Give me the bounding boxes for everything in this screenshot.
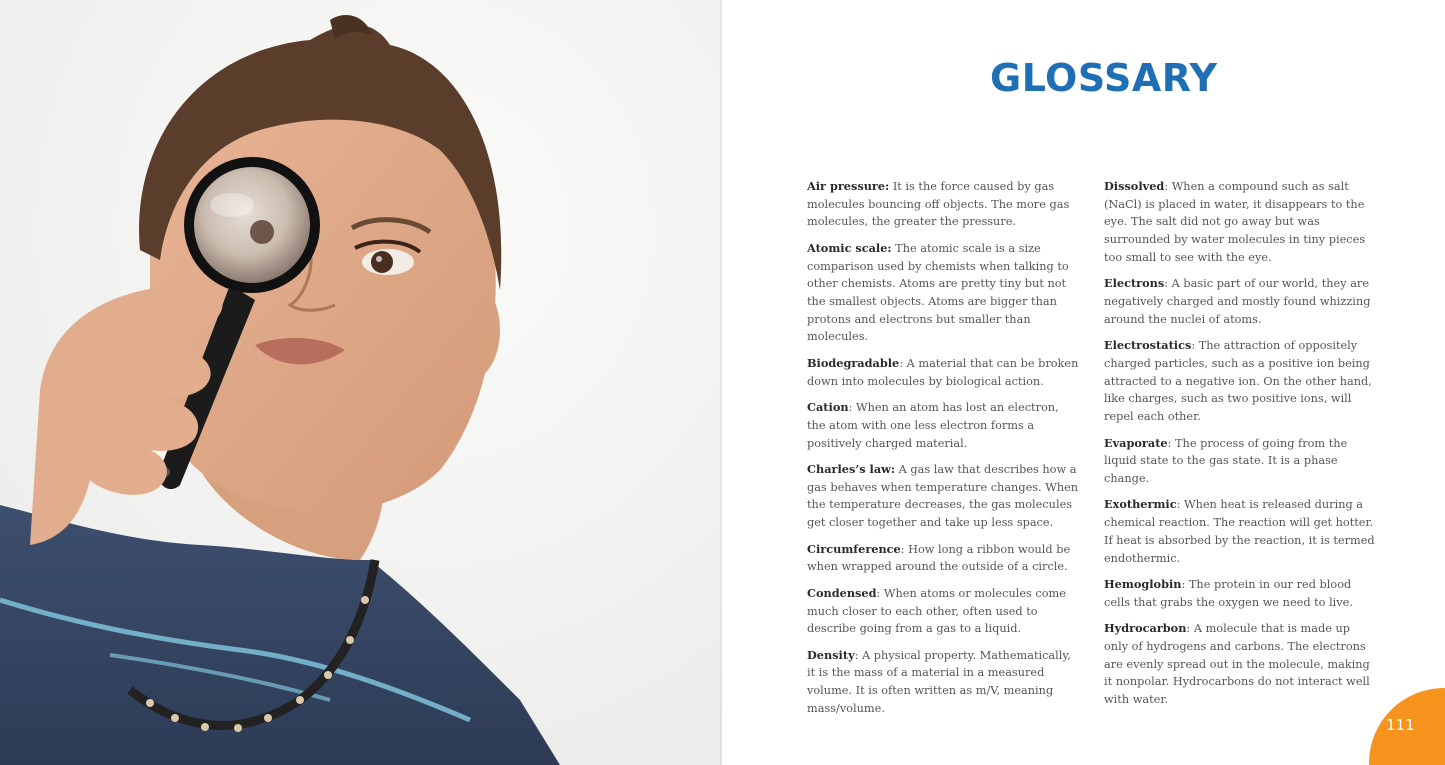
glossary-term: Electrons <box>1104 276 1165 291</box>
magnifier-lens <box>194 167 310 283</box>
glossary-definition: : A molecule that is made up only of hydrogens and carbons. The electrons are evenly spread out in the molecule, making it nonpolar. Hydrocarbons do not interact well with water. <box>1104 622 1370 707</box>
glossary-definition: : When an atom has lost an electron, the atom with one less electron forms a positively charged material. <box>807 401 1059 450</box>
glossary-entry <box>1104 576 1376 611</box>
glossary-term: Air pressure: <box>807 179 890 193</box>
glossary-term: Hydrocarbon <box>1104 621 1187 636</box>
glossary-entry <box>807 647 1079 718</box>
glossary-definition: : The process of going from the liquid state to the gas state. It is a phase change. <box>1104 436 1348 485</box>
magnified-eye <box>250 220 274 244</box>
iris <box>371 251 393 273</box>
glossary-entry <box>807 178 1079 231</box>
glossary-definition: : When a compound such as salt (NaCl) is placed in water, it disappears to the eye. The salt did not go away but was surrounded by water molecules in tiny pieces too small to see with the eye. <box>1104 180 1366 264</box>
glossary-entry <box>1104 496 1376 567</box>
glossary-entry <box>1104 435 1376 488</box>
glossary-term: Dissolved <box>1104 179 1165 193</box>
glossary-definition: A gas law that describes how a gas behaves when temperature changes. When the temperature decreases, the gas molecules get closer together and take up less space. <box>807 463 1079 530</box>
glossary-definition: : How long a ribbon would be when wrapped around the outside of a circle. <box>807 542 1071 574</box>
glossary-term: Density <box>807 647 855 662</box>
glossary-entry <box>1104 275 1376 328</box>
page-number: 111 <box>1386 716 1415 734</box>
glossary-term: Evaporate <box>1104 435 1168 450</box>
glossary-entry <box>1104 178 1376 267</box>
glossary-term: Biodegradable <box>807 355 900 370</box>
glossary-definition: : The protein in our red blood cells that grabs the oxygen we need to live. <box>1104 578 1353 609</box>
glossary-entry <box>807 240 1079 346</box>
child-illustration <box>0 0 722 765</box>
glossary-definition: The atomic scale is a size comparison used by chemists when talking to other chemists. Atoms are pretty tiny but not the smallest objects. Atoms are bigger than protons and electrons but smaller than molecules. <box>807 241 1069 344</box>
glossary-definition: : A physical property. Mathematically, it is the mass of a material in a measured volume. It is often written as m/V, meaning mass/volume. <box>807 648 1071 715</box>
glossary-entry <box>807 461 1079 532</box>
glossary-entry <box>1104 337 1376 426</box>
glossary-definition: : The attraction of oppositely charged particles, such as a positive ion being attracted to a negative ion. On the other hand, like charges, such as two positive ions, will repel each other. <box>1104 339 1372 424</box>
page-title: GLOSSARY <box>990 56 1218 100</box>
glossary-term: Condensed <box>807 585 877 600</box>
photo-child-magnifying-glass <box>0 0 722 765</box>
glossary-entry <box>1104 620 1376 709</box>
glossary-entry <box>807 585 1079 638</box>
glossary-page <box>722 0 1445 765</box>
glossary-column-left <box>807 178 1079 726</box>
glossary-term: Charles’s law: <box>807 462 896 477</box>
glossary-definition: : A basic part of our world, they are negatively charged and mostly found whizzing around the nuclei of atoms. <box>1104 277 1371 326</box>
glossary-column-right <box>1104 178 1376 718</box>
glossary-term: Hemoglobin <box>1104 577 1182 592</box>
glossary-term: Circumference <box>807 541 901 556</box>
glossary-term: Electrostatics <box>1104 338 1192 353</box>
glossary-definition: It is the force caused by gas molecules bouncing off objects. The more gas molecules, the greater the pressure. <box>807 180 1070 229</box>
glossary-definition: : When atoms or molecules come much closer to each other, often used to describe going from a gas to a liquid. <box>807 586 1066 636</box>
glossary-definition: : A material that can be broken down into molecules by biological action. <box>807 356 1079 388</box>
glossary-term: Exothermic <box>1104 497 1177 512</box>
glossary-entry <box>807 399 1079 452</box>
glossary-entry <box>807 355 1079 390</box>
glossary-entry <box>807 541 1079 576</box>
glossary-term: Atomic scale: <box>807 240 892 255</box>
glossary-term: Cation <box>807 400 849 415</box>
glossary-title-wrap <box>990 56 1218 100</box>
glossary-definition: : When heat is released during a chemical reaction. The reaction will get hotter. If heat is absorbed by the reaction, it is termed endothermic. <box>1104 498 1375 565</box>
